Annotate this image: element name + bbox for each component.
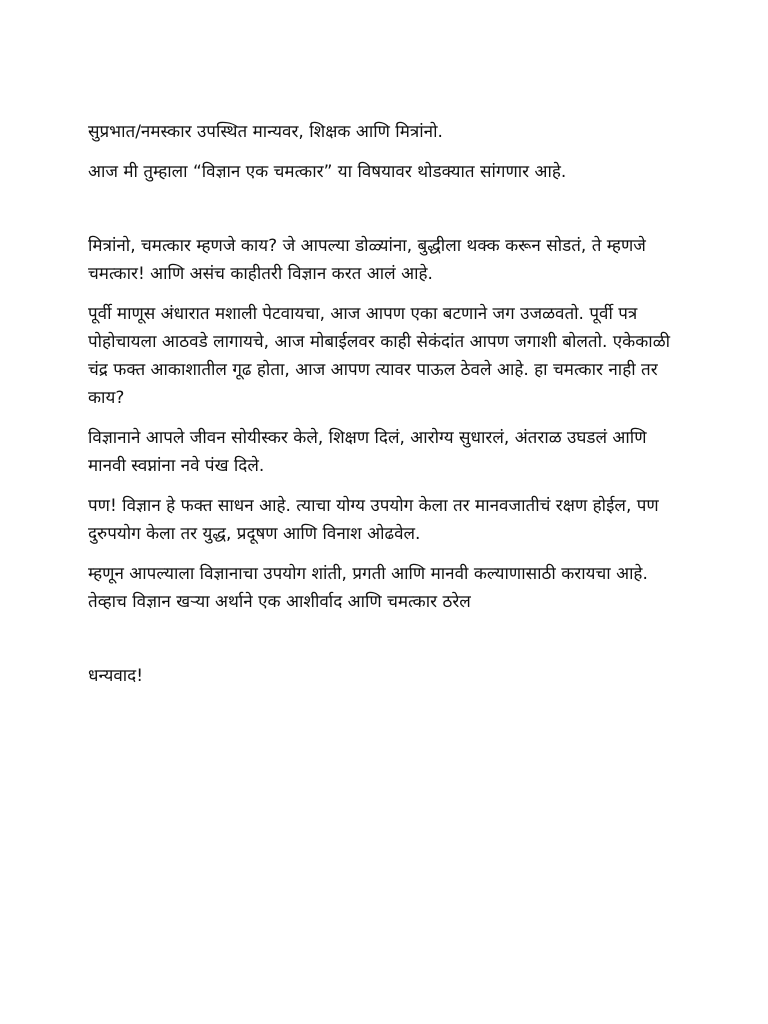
paragraph-then-and-now: पूर्वी माणूस अंधारात मशाली पेटवायचा, आज आपण एका बटणाने जग उजळवतो. पूर्वी पत्र पोहोचायला आठवडे लागायचे, आज मोबाईलवर काही सेकंदांत आपण जगाशी बोलतो. एकेकाळी चंद्र फक्त आकाशातील गूढ होता, आज आपण त्यावर पाऊल ठेवले आहे. हा चमत्कार नाही तर काय? bbox=[88, 304, 671, 408]
paragraph-miracle-definition: मित्रांनो, चमत्कार म्हणजे काय? जे आपल्या डोळ्यांना, बुद्धीला थक्क करून सोडतं, ते म्हणजे चमत्कार! आणि असंच काहीतरी विज्ञान करत आलं आहे. bbox=[88, 236, 646, 284]
paragraph-caution: पण! विज्ञान हे फक्त साधन आहे. त्याचा योग्य उपयोग केला तर मानवजातीचं रक्षण होईल, पण दुरुपयोग केला तर युद्ध, प्रदूषण आणि विनाश ओढवेल. bbox=[88, 496, 659, 544]
closing-line: धन्यवाद! bbox=[88, 666, 144, 686]
paragraph-benefits: विज्ञानाने आपले जीवन सोयीस्कर केले, शिक्षण दिलं, आरोग्य सुधारलं, अंतराळ उघडलं आणि मानवी स्वप्नांना नवे पंख दिले. bbox=[88, 428, 647, 476]
intro-line: आज मी तुम्हाला “विज्ञान एक चमत्कार” या विषयावर थोडक्यात सांगणार आहे. bbox=[88, 162, 567, 182]
paragraph-conclusion: म्हणून आपल्याला विज्ञानाचा उपयोग शांती, प्रगती आणि मानवी कल्याणासाठी करायचा आहे. तेव्हाच विज्ञान खऱ्या अर्थाने एक आशीर्वाद आणि चमत्कार ठरेल bbox=[88, 564, 648, 612]
greeting-line: सुप्रभात/नमस्कार उपस्थित मान्यवर, शिक्षक आणि मित्रांनो. bbox=[88, 122, 443, 142]
speech-body bbox=[88, 118, 688, 702]
closing-gap bbox=[88, 628, 688, 662]
paragraph-gap bbox=[88, 198, 688, 232]
